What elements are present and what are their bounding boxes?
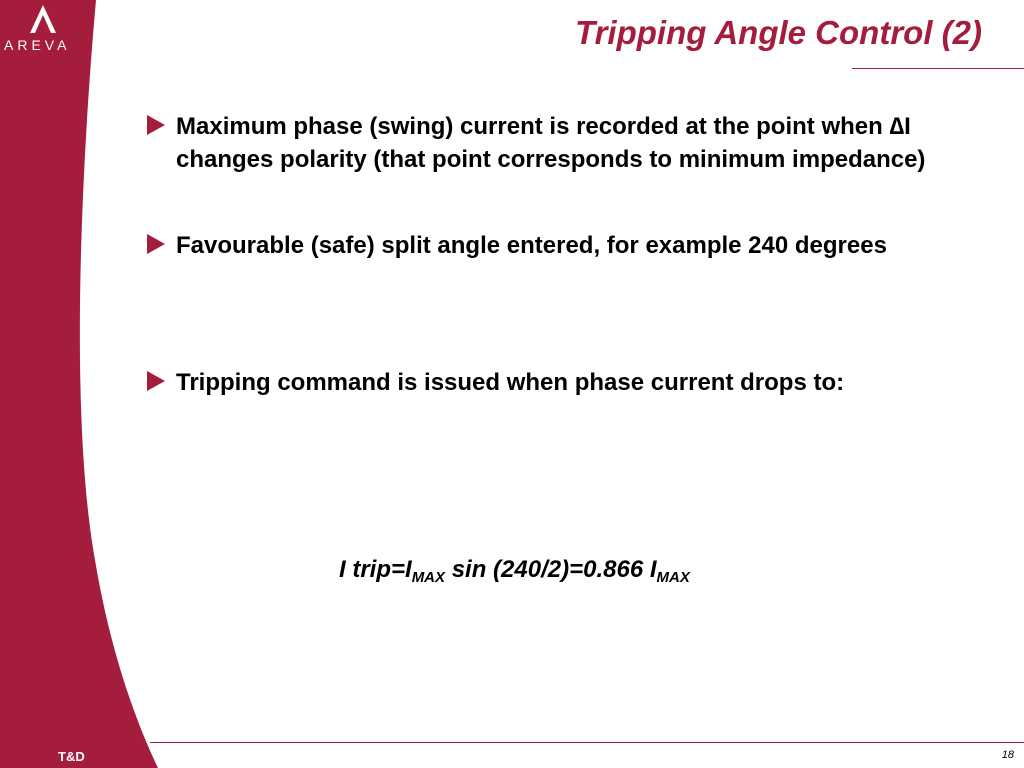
bullet-text: Tripping command is issued when phase current drops to: xyxy=(176,369,845,396)
formula-subscript: MAX xyxy=(411,569,446,586)
bullet-item xyxy=(146,366,946,399)
formula-part: sin (240/2)=0.866 I xyxy=(445,556,657,583)
bullet-text: Maximum phase (swing) current is recorded at the point when ∆I changes polarity (that point corresponds to minimum impedance) xyxy=(176,113,926,173)
formula-subscript: MAX xyxy=(656,569,690,586)
triangle-right-icon xyxy=(146,110,176,141)
triangle-right-icon xyxy=(146,366,176,397)
triangle-right-icon xyxy=(146,229,176,260)
areva-logo xyxy=(0,0,90,64)
bullet-item xyxy=(146,229,946,262)
footer-rule xyxy=(150,742,1024,743)
slide-title: Tripping Angle Control (2) xyxy=(575,14,982,51)
formula-part: I trip=I xyxy=(339,556,412,583)
bullet-text: Favourable (safe) split angle entered, for example 240 degrees xyxy=(176,232,887,259)
trip-formula xyxy=(339,556,690,586)
title-underline xyxy=(852,68,1024,69)
bullet-item xyxy=(146,110,946,176)
areva-logo-mark xyxy=(29,4,57,34)
footer-label: T&D xyxy=(58,749,85,764)
logo-wordmark: AREVA xyxy=(4,37,71,53)
side-band xyxy=(0,0,160,768)
page-number: 18 xyxy=(1001,749,1014,761)
